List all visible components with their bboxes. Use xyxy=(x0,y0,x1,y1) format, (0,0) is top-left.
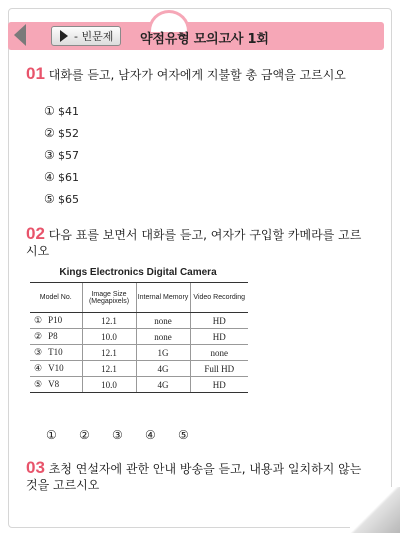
col-header-internal-memory: Internal Memory xyxy=(136,283,190,313)
question-1-number: 01 xyxy=(26,64,45,83)
table-title: Kings Electronics Digital Camera xyxy=(59,267,217,278)
option-2[interactable] xyxy=(44,122,79,144)
cell-video: HD xyxy=(190,329,248,345)
option-number: ② xyxy=(44,126,55,140)
option-text: $65 xyxy=(58,192,79,206)
option-number: ③ xyxy=(44,148,55,162)
option-4[interactable] xyxy=(44,166,79,188)
option-5[interactable] xyxy=(44,188,79,210)
cell-image-size: 12.1 xyxy=(82,313,136,329)
table-row xyxy=(30,329,248,345)
cell-image-size: 10.0 xyxy=(82,329,136,345)
wrong-questions-button[interactable] xyxy=(51,26,121,46)
option-text: $61 xyxy=(58,170,79,184)
wrong-questions-label: - 빈문제 xyxy=(74,30,114,43)
cell-video: none xyxy=(190,345,248,361)
cell-video: Full HD xyxy=(190,361,248,377)
question-2-number: 02 xyxy=(26,224,45,243)
question-1-options xyxy=(44,100,79,210)
cell-memory: 4G xyxy=(136,361,190,377)
table-row xyxy=(30,361,248,377)
cell-memory: 1G xyxy=(136,345,190,361)
page-title: 약점유형 모의고사 1회 xyxy=(140,32,269,47)
cell-model: ① P10 xyxy=(30,313,82,329)
option-text: $41 xyxy=(58,104,79,118)
col-header-image-size: Image Size (Megapixels) xyxy=(82,283,136,313)
cell-memory: 4G xyxy=(136,377,190,393)
cell-model: ③ T10 xyxy=(30,345,82,361)
option-text: $57 xyxy=(58,148,79,162)
page-curl-icon[interactable] xyxy=(350,487,400,533)
col-header-video-recording: Video Recording xyxy=(190,283,248,313)
cell-video: HD xyxy=(190,377,248,393)
answer-choice-4[interactable]: ④ xyxy=(145,428,156,442)
camera-table xyxy=(30,282,248,393)
cell-model: ④ V10 xyxy=(30,361,82,377)
question-2-text: 다음 표를 보면서 대화를 듣고, 여자가 구입할 카메라를 고르시오 xyxy=(26,228,362,258)
option-number: ④ xyxy=(44,170,55,184)
play-icon xyxy=(60,30,68,42)
cell-model: ⑤ V8 xyxy=(30,377,82,393)
question-2 xyxy=(26,226,372,259)
cell-image-size: 12.1 xyxy=(82,345,136,361)
option-number: ⑤ xyxy=(44,192,55,206)
table-header-row xyxy=(30,283,248,313)
table-row xyxy=(30,377,248,393)
question-1 xyxy=(26,66,346,83)
cell-video: HD xyxy=(190,313,248,329)
option-3[interactable] xyxy=(44,144,79,166)
cell-image-size: 12.1 xyxy=(82,361,136,377)
question-3 xyxy=(26,460,376,493)
question-3-text: 초청 연설자에 관한 안내 방송을 듣고, 내용과 일치하지 않는 것을 고르시오 xyxy=(26,462,362,492)
question-3-number: 03 xyxy=(26,458,45,477)
back-arrow-icon[interactable] xyxy=(14,24,26,46)
col-header-model: Model No. xyxy=(30,283,82,313)
cell-image-size: 10.0 xyxy=(82,377,136,393)
option-text: $52 xyxy=(58,126,79,140)
table-row xyxy=(30,313,248,329)
question-2-answer-choices xyxy=(46,428,211,442)
cell-model: ② P8 xyxy=(30,329,82,345)
cell-memory: none xyxy=(136,329,190,345)
question-1-text: 대화를 듣고, 남자가 여자에게 지불할 총 금액을 고르시오 xyxy=(48,68,346,82)
answer-choice-5[interactable]: ⑤ xyxy=(178,428,189,442)
answer-choice-3[interactable]: ③ xyxy=(112,428,123,442)
cell-memory: none xyxy=(136,313,190,329)
option-1[interactable] xyxy=(44,100,79,122)
table-row xyxy=(30,345,248,361)
answer-choice-1[interactable]: ① xyxy=(46,428,57,442)
answer-choice-2[interactable]: ② xyxy=(79,428,90,442)
option-number: ① xyxy=(44,104,55,118)
